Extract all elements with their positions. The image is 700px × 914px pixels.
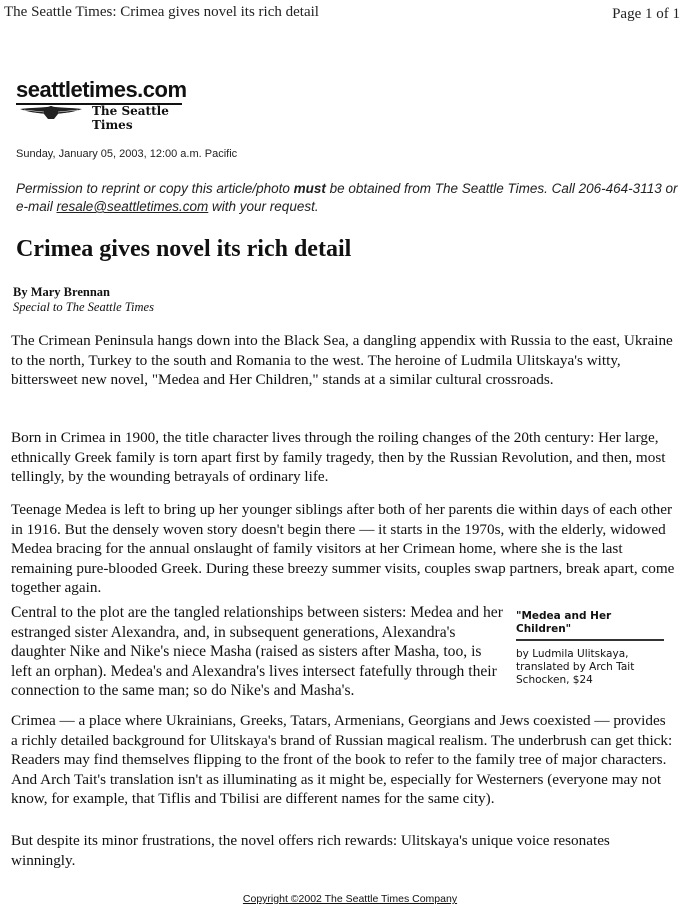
book-info-box	[516, 610, 664, 687]
article-paragraph: Teenage Medea is left to bring up her younger siblings after both of her parents die within days of each other in 1916. But the densely woven story doesn't begin there — it starts in the 1970s, with the elderly, widowed Medea bracing for the annual onslaught of family visitors at her Crimean home, where she is the last remaining pure-blooded Greek. During these breezy summer visits, couples swap partners, break apart, come together again.	[11, 501, 675, 596]
permission-text-before: Permission to reprint or copy this article/photo	[16, 181, 294, 196]
print-header-page-number: Page 1 of 1	[612, 6, 680, 22]
book-translator: translated by Arch Tait	[516, 661, 635, 673]
logo-paper-name: The Seattle Times	[92, 104, 169, 132]
permission-text-after: with your request.	[208, 199, 319, 214]
logo-site-name: seattletimes.com	[16, 77, 187, 102]
article-paragraph: Crimea — a place where Ukrainians, Greeks, Tatars, Armenians, Georgians and Jews coexisted — provides a richly detailed background for Ulitskaya's brand of Russian magical realism. The underbrush can get thick: Readers may find themselves flipping to the front of the book to refer to the family tree of major characters. And Arch Tait's translation isn't as illuminating as it might be, especially for Westerners (everyone may not know, for example, that Tiflis and Tbilisi are different names for the same city).	[11, 712, 673, 807]
book-publisher-price: Schocken, $24	[516, 674, 593, 686]
resale-email-link[interactable]: resale@seattletimes.com	[56, 199, 209, 214]
article-paragraph: But despite its minor frustrations, the novel offers rich rewards: Ulitskaya's unique voice resonates winningly.	[11, 832, 610, 869]
book-details	[516, 648, 664, 687]
dateline: Sunday, January 05, 2003, 12:00 a.m. Pacific	[16, 148, 238, 160]
eagle-icon	[18, 104, 84, 120]
book-author: by Ludmila Ulitskaya,	[516, 648, 629, 660]
copyright-footer	[0, 893, 700, 905]
byline-affiliation: Special to The Seattle Times	[13, 300, 154, 314]
permission-notice	[16, 180, 686, 216]
seattle-times-logo[interactable]	[16, 77, 187, 132]
article-headline: Crimea gives novel its rich detail	[16, 236, 352, 262]
article-paragraph: The Crimean Peninsula hangs down into the Black Sea, a dangling appendix with Russia to the east, Ukraine to the north, Turkey to the south and Romania to the west. The heroine of Ludmila Ulitskaya's witty, bittersweet new novel, "Medea and Her Children," stands at a similar cultural crossroads.	[11, 332, 673, 388]
permission-bold: must	[293, 181, 326, 196]
copyright-link[interactable]: Copyright ©2002 The Seattle Times Company	[242, 893, 458, 905]
byline: By Mary Brennan	[13, 285, 110, 299]
print-header-title: The Seattle Times: Crimea gives novel its rich detail	[4, 4, 319, 20]
book-title: "Medea and Her Children"	[516, 610, 664, 641]
permission-text-middle: be obtained from The Seattle Times. Call 206-464-3113 or e-mail	[16, 181, 678, 214]
article-paragraph: Born in Crimea in 1900, the title character lives through the roiling changes of the 20th century: Her large, ethnically Greek family is torn apart first by family tragedy, then by the Russian Revolution, and then, most tellingly, by the wounding betrayals of ordinary life.	[11, 429, 666, 485]
article-paragraph: Central to the plot are the tangled relationships between sisters: Medea and her estranged sister Alexandra, and, in subsequent generations, Alexandra's daughter Nike and Nike's niece Masha (raised as sisters after Masha, too, is left an orphan). Medea's and Alexandra's lives intersect fatefully through their connection to the same man; so do Nike's and Masha's.	[11, 604, 503, 699]
